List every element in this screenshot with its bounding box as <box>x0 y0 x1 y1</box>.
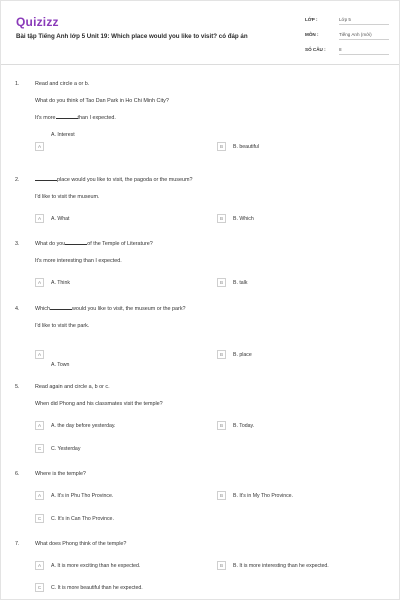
question-sentence: I'd like to visit the park. <box>35 323 90 329</box>
option-text: B. It is more interesting than he expected. <box>233 563 329 569</box>
option-letter-box: A <box>35 278 44 287</box>
option-text: A. It's in Phu Tho Province. <box>51 493 114 499</box>
option-letter-box: C <box>35 583 44 592</box>
question-number: 6. <box>15 471 20 477</box>
option-a[interactable] <box>35 214 185 224</box>
option-letter-box: B <box>217 278 226 287</box>
question-number: 7. <box>15 541 20 547</box>
option-text: A. What <box>51 216 70 222</box>
meta-class-label: LỚP : <box>305 17 318 22</box>
option-c[interactable] <box>35 583 210 593</box>
option-a[interactable] <box>35 350 185 368</box>
answer-blank <box>65 241 87 245</box>
option-letter-box: A <box>35 214 44 223</box>
option-b[interactable] <box>217 142 367 152</box>
option-text: B. talk <box>233 280 248 286</box>
option-letter-box: B <box>217 561 226 570</box>
answer-blank <box>35 177 57 181</box>
question-number: 3. <box>15 241 20 247</box>
question-text-end: would you like to visit, the museum or the park? <box>71 306 186 312</box>
question-prompt: What do you think of Tao Dan Park in Ho Chi Minh City? <box>35 98 169 104</box>
question-text <box>35 177 192 183</box>
option-letter-box: B <box>217 491 226 500</box>
option-text: B. beautiful <box>233 144 259 150</box>
question-text <box>35 241 153 247</box>
question-text: Read again and circle a, b or c. <box>35 384 110 390</box>
question-text-end: of the Temple of Literature? <box>87 241 153 247</box>
option-text: C. It's in Can Tho Province. <box>51 516 114 522</box>
question-sentence <box>35 115 116 121</box>
sentence-start: It's more <box>35 115 56 121</box>
answer-blank <box>50 306 72 310</box>
option-b[interactable] <box>217 214 367 224</box>
option-letter-box: A <box>35 350 44 359</box>
option-b[interactable] <box>217 421 367 431</box>
option-letter-box: B <box>217 142 226 151</box>
question-prompt: When did Phong and his classmates visit the temple? <box>35 401 163 407</box>
option-text: A. Interest <box>51 132 75 138</box>
question-text-end: place would you like to visit, the pagoda or the museum? <box>57 177 193 183</box>
option-c[interactable] <box>35 514 205 524</box>
option-text: B. place <box>233 352 252 358</box>
quizizz-logo: Quizizz <box>16 15 59 29</box>
option-b[interactable] <box>217 350 367 360</box>
option-letter-box: C <box>35 514 44 523</box>
meta-class-value: Lớp 5 <box>339 17 389 25</box>
question-text-start: What do you <box>35 241 66 247</box>
option-letter-box: C <box>35 444 44 453</box>
meta-count-label: SỐ CÂU : <box>305 47 326 52</box>
question-number: 2. <box>15 177 20 183</box>
option-a[interactable] <box>35 132 185 152</box>
option-a[interactable] <box>35 561 210 571</box>
option-text: C. Yesterday <box>51 446 81 452</box>
option-b[interactable] <box>217 491 387 501</box>
meta-count <box>305 47 395 59</box>
question-number: 1. <box>15 81 20 87</box>
option-a[interactable] <box>35 421 195 431</box>
option-text: A. Think <box>51 280 70 286</box>
option-letter-box: A <box>35 421 44 430</box>
option-text: A. Town <box>51 362 70 368</box>
question-sentence: It's more interesting than I expected. <box>35 258 122 264</box>
question-text: Where is the temple? <box>35 471 86 477</box>
option-b[interactable] <box>217 561 392 571</box>
question-number: 4. <box>15 306 20 312</box>
option-letter-box: B <box>217 214 226 223</box>
option-text: B. Which <box>233 216 254 222</box>
option-text: A. It is more exciting than he expected. <box>51 563 141 569</box>
option-letter-box: A <box>35 491 44 500</box>
sentence-end: than I expected. <box>77 115 116 121</box>
option-text: C. It is more beautiful than he expected. <box>51 585 143 591</box>
meta-subject-label: MÔN : <box>305 32 319 37</box>
question-text: What does Phong think of the temple? <box>35 541 127 547</box>
option-b[interactable] <box>217 278 367 288</box>
meta-count-value: 8 <box>339 47 389 55</box>
meta-class <box>305 17 395 29</box>
option-letter-box: B <box>217 421 226 430</box>
question-text <box>35 306 186 312</box>
meta-subject <box>305 32 395 44</box>
option-a[interactable] <box>35 278 185 288</box>
option-letter-box: B <box>217 350 226 359</box>
option-a[interactable] <box>35 491 205 501</box>
option-letter-box: A <box>35 561 44 570</box>
worksheet-title: Bài tập Tiếng Anh lớp 5 Unit 19: Which place would you like to visit? có đáp án <box>16 33 248 40</box>
answer-blank <box>56 115 78 119</box>
meta-subject-value: Tiếng Anh (mới) <box>339 32 389 40</box>
option-text: B. It's in My Tho Province. <box>233 493 293 499</box>
option-letter-box: A <box>35 142 44 151</box>
worksheet-header <box>1 1 399 65</box>
option-text: B. Today. <box>233 423 255 429</box>
question-text-start: Which <box>35 306 50 312</box>
question-sentence: I'd like to visit the museum. <box>35 194 100 200</box>
option-text: A. the day before yesterday. <box>51 423 116 429</box>
option-c[interactable] <box>35 444 195 454</box>
question-number: 5. <box>15 384 20 390</box>
question-text: Read and circle a or b. <box>35 81 90 87</box>
